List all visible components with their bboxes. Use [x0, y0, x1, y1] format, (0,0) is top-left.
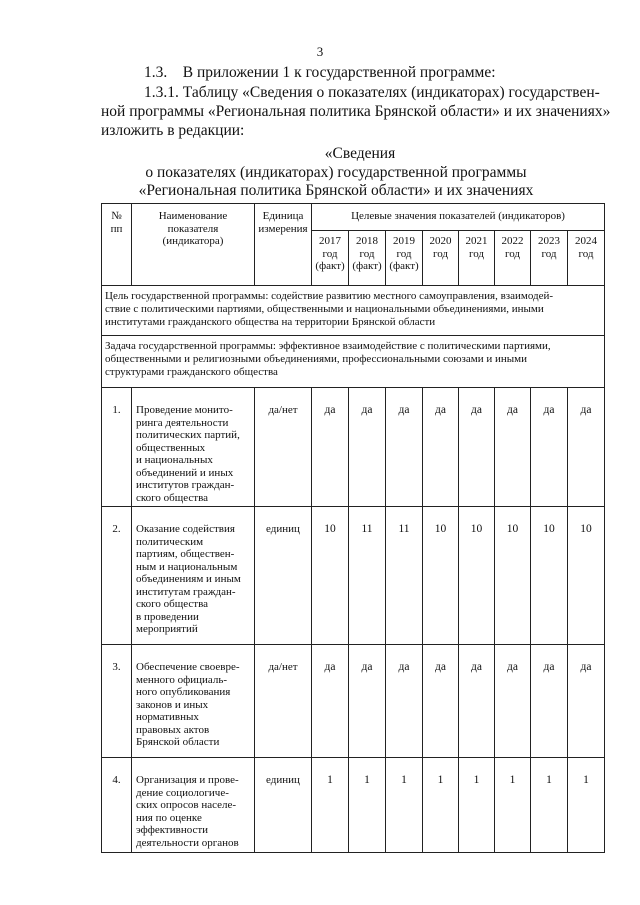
row-value: да: [312, 388, 349, 507]
row-value: да: [568, 388, 605, 507]
row-value: да: [423, 388, 459, 507]
table-row: [102, 645, 605, 758]
row-value: 1: [568, 758, 605, 853]
header-year: 2019 год (факт): [386, 231, 423, 286]
row-value: да: [495, 388, 531, 507]
header-year: 2021 год: [459, 231, 495, 286]
row-unit: да/нет: [255, 388, 312, 507]
row-value: да: [349, 645, 386, 758]
table-title-line: «Региональная политика Брянской области» и их значениях: [138, 182, 534, 199]
row-value: да: [312, 645, 349, 758]
header-targets: Целевые значения показателей (индикаторов): [312, 204, 605, 231]
row-unit: да/нет: [255, 645, 312, 758]
row-value: да: [386, 388, 423, 507]
row-value: 11: [386, 507, 423, 645]
header-year: 2017 год (факт): [312, 231, 349, 286]
row-value: да: [568, 645, 605, 758]
row-value: 10: [312, 507, 349, 645]
table-row: [102, 507, 605, 645]
row-value: да: [349, 388, 386, 507]
row-name: Оказание содействия политическим партиям, обществен- ным и национальным объединениям и иным институтам граждан- ского общества в проведении мероприятий: [132, 507, 255, 645]
row-unit: единиц: [255, 507, 312, 645]
program-task: Задача государственной программы: эффективное взаимодействие с политическими партиями, общественными и религиозными объединениями, профессиональными союзами и иными структурами гражданского общества: [102, 336, 605, 388]
row-value: да: [495, 645, 531, 758]
row-value: 11: [349, 507, 386, 645]
row-value: 1: [312, 758, 349, 853]
header-year: 2023 год: [531, 231, 568, 286]
row-name: Обеспечение своевре- менного официаль- ного опубликования законов и иных нормативных правовых актов Брянской области: [132, 645, 255, 758]
row-value: 10: [459, 507, 495, 645]
indicators-table: [101, 203, 605, 853]
row-unit: единиц: [255, 758, 312, 853]
paragraph-1-3: 1.3. В приложении 1 к государственной программе:: [144, 64, 496, 81]
page-number: 3: [316, 44, 324, 59]
row-value: да: [423, 645, 459, 758]
row-value: да: [531, 388, 568, 507]
row-value: 1: [495, 758, 531, 853]
header-unit: Единица измерения: [255, 204, 312, 286]
table-row: [102, 758, 605, 853]
header-year: 2020 год: [423, 231, 459, 286]
table-title-line: «Сведения: [324, 145, 396, 162]
paragraph-1-3-1-line: ной программы «Региональная политика Брянской области» и их значениях»: [101, 103, 611, 120]
row-value: 10: [495, 507, 531, 645]
row-num: 4.: [102, 758, 132, 853]
row-value: да: [386, 645, 423, 758]
row-value: 1: [531, 758, 568, 853]
header-num: № пп: [102, 204, 132, 286]
row-value: 1: [423, 758, 459, 853]
paragraph-1-3-1-line: изложить в редакции:: [101, 122, 245, 139]
header-year: 2022 год: [495, 231, 531, 286]
row-value: 10: [568, 507, 605, 645]
table-title-line: о показателях (индикаторах) государственной программы: [145, 164, 527, 181]
row-value: да: [459, 645, 495, 758]
row-num: 3.: [102, 645, 132, 758]
row-name: Организация и прове- дение социологиче- ских опросов населе- ния по оценке эффективности деятельности органов: [132, 758, 255, 853]
header-name: Наименование показателя (индикатора): [132, 204, 255, 286]
row-value: да: [459, 388, 495, 507]
program-goal: Цель государственной программы: содействие развитию местного самоуправления, взаимодей- ствие с политическими партиями, общественными и национальными объединениями, иными институтами гражданского общества на территории Брянской области: [102, 286, 605, 336]
row-name: Проведение монито- ринга деятельности политических партий, общественных и национальных объединений и иных институтов граждан- ского общества: [132, 388, 255, 507]
table-row: [102, 388, 605, 507]
header-year: 2024 год: [568, 231, 605, 286]
paragraph-1-3-1-line: 1.3.1. Таблицу «Сведения о показателях (индикаторах) государствен-: [144, 84, 600, 101]
row-num: 1.: [102, 388, 132, 507]
row-value: 1: [386, 758, 423, 853]
row-num: 2.: [102, 507, 132, 645]
header-year: 2018 год (факт): [349, 231, 386, 286]
row-value: 1: [459, 758, 495, 853]
row-value: 1: [349, 758, 386, 853]
row-value: да: [531, 645, 568, 758]
row-value: 10: [531, 507, 568, 645]
row-value: 10: [423, 507, 459, 645]
